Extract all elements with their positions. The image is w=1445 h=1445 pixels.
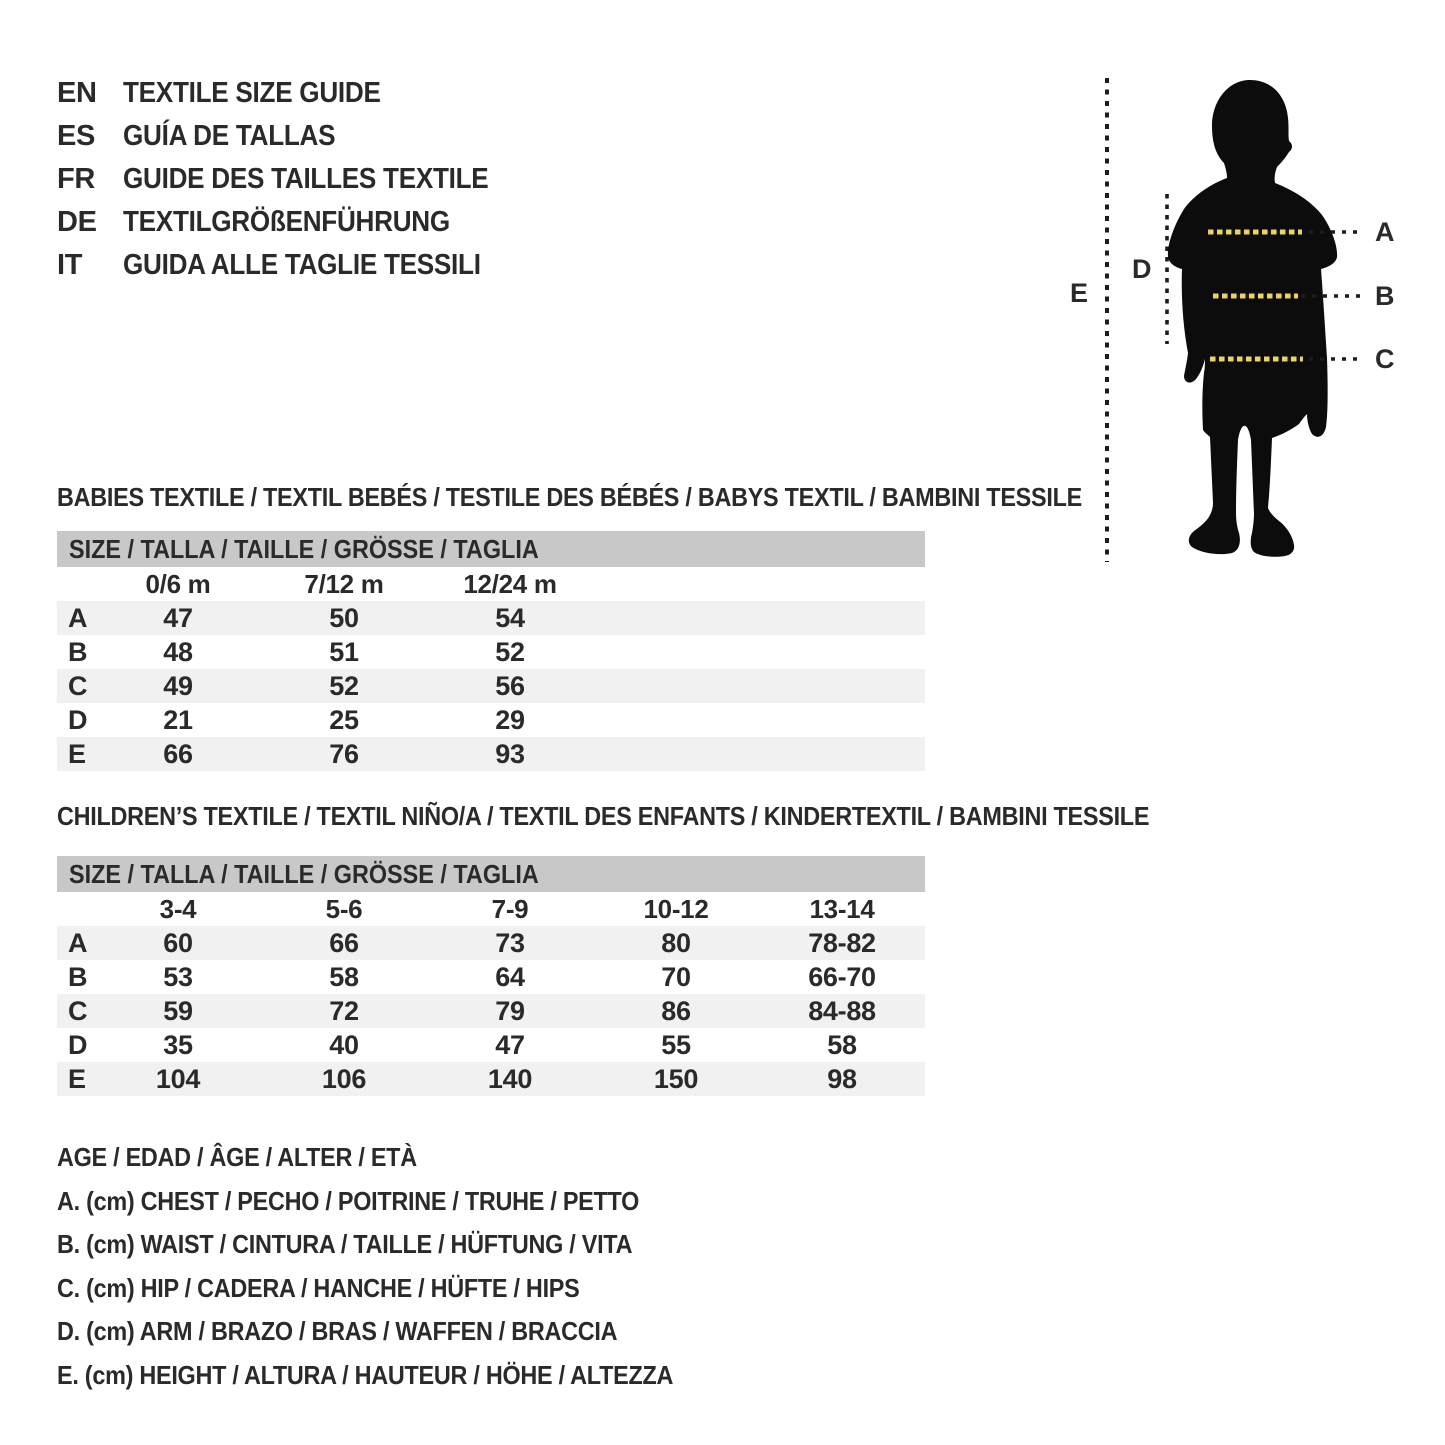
table-cell: 50 — [329, 602, 359, 633]
legend-line — [57, 1223, 742, 1267]
legend-line-text: E. (cm) HEIGHT / ALTURA / HAUTEUR / HÖHE / ALTEZZA — [57, 1359, 674, 1390]
table-cell: 25 — [329, 704, 359, 735]
column-header: 3-4 — [159, 893, 197, 924]
row-label: A — [68, 602, 88, 633]
language-title-text: TEXTILGRÖßENFÜHRUNG — [123, 206, 450, 238]
legend-line — [57, 1180, 742, 1224]
table-cell: 79 — [495, 995, 525, 1026]
table-cell: 52 — [329, 670, 359, 701]
table-cell: 56 — [495, 670, 525, 701]
language-title-row — [57, 244, 529, 287]
legend-line — [57, 1310, 742, 1354]
table-cell: 53 — [163, 961, 193, 992]
babies-size-table — [57, 531, 925, 771]
language-title-text: GUIDE DES TAILLES TEXTILE — [123, 163, 489, 195]
table-cell: 29 — [495, 704, 525, 735]
table-rows — [57, 601, 925, 771]
table-cell: 104 — [155, 1063, 201, 1094]
table-cell: 35 — [163, 1029, 193, 1060]
size-header-label: SIZE / TALLA / TAILLE / GRÖSSE / TAGLIA — [69, 533, 539, 564]
table-cell: 78-82 — [808, 927, 876, 958]
table-row — [57, 669, 925, 703]
language-title — [123, 249, 520, 282]
table-row — [57, 1062, 925, 1096]
size-header-label: SIZE / TALLA / TAILLE / GRÖSSE / TAGLIA — [69, 858, 539, 889]
legend-line-text: A. (cm) CHEST / PECHO / POITRINE / TRUHE / PETTO — [57, 1185, 640, 1216]
column-headers-row — [57, 567, 925, 601]
measure-legend — [57, 1136, 742, 1397]
children-section-title: CHILDREN’S TEXTILE / TEXTIL NIÑO/A / TEXTIL DES ENFANTS / KINDERTEXTIL / BAMBINI TESSILE — [57, 800, 1150, 831]
table-cell: 93 — [495, 738, 525, 769]
figure-label-B: B — [1375, 281, 1395, 311]
language-title — [123, 206, 486, 239]
table-cell: 51 — [329, 636, 359, 667]
column-header: 13-14 — [809, 893, 875, 924]
table-cell: 54 — [495, 602, 525, 633]
table-cell: 60 — [163, 927, 193, 958]
babies-section-title: BABIES TEXTILE / TEXTIL BEBÉS / TESTILE DES BÉBÉS / BABYS TEXTIL / BAMBINI TESSILE — [57, 481, 1082, 512]
row-label: D — [68, 704, 88, 735]
table-cell: 52 — [495, 636, 525, 667]
table-rows — [57, 926, 925, 1096]
figure-label-D: D — [1132, 254, 1152, 284]
table-cell: 84-88 — [808, 995, 876, 1026]
language-title — [123, 77, 409, 110]
column-headers-row — [57, 892, 925, 926]
table-cell: 140 — [487, 1063, 533, 1094]
language-title — [123, 163, 529, 196]
table-cell: 80 — [661, 927, 691, 958]
table-cell: 48 — [163, 636, 193, 667]
children-size-table — [57, 856, 925, 1096]
legend-line — [57, 1354, 742, 1398]
language-title-row — [57, 201, 529, 244]
table-row — [57, 960, 925, 994]
legend-line-text: D. (cm) ARM / BRAZO / BRAS / WAFFEN / BRACCIA — [57, 1316, 618, 1347]
language-title-text: GUÍA DE TALLAS — [123, 120, 336, 152]
table-cell: 66-70 — [808, 961, 876, 992]
table-cell: 47 — [495, 1029, 525, 1060]
size-header-bar — [57, 531, 925, 567]
language-title-text: TEXTILE SIZE GUIDE — [123, 77, 381, 109]
table-row — [57, 994, 925, 1028]
table-cell: 58 — [329, 961, 359, 992]
column-header: 5-6 — [325, 893, 363, 924]
table-cell: 86 — [661, 995, 691, 1026]
figure-label-E: E — [1070, 278, 1089, 308]
row-label: D — [68, 1029, 88, 1060]
table-cell: 59 — [163, 995, 193, 1026]
table-row — [57, 601, 925, 635]
table-cell: 55 — [661, 1029, 691, 1060]
language-title — [123, 120, 359, 153]
row-label: C — [68, 670, 88, 701]
row-label: B — [68, 636, 88, 667]
column-header: 12/24 m — [463, 568, 557, 599]
language-code: FR — [57, 163, 96, 195]
table-cell: 64 — [495, 961, 525, 992]
legend-line-text: AGE / EDAD / ÂGE / ALTER / ETÀ — [57, 1142, 417, 1173]
language-code: ES — [57, 120, 96, 152]
figure-label-C: C — [1375, 344, 1395, 374]
table-cell: 150 — [653, 1063, 699, 1094]
legend-line-text: B. (cm) WAIST / CINTURA / TAILLE / HÜFTUNG / VITA — [57, 1229, 633, 1260]
language-title-row — [57, 115, 529, 158]
table-cell: 58 — [827, 1029, 857, 1060]
table-cell: 72 — [329, 995, 359, 1026]
table-cell: 106 — [321, 1063, 367, 1094]
language-title-row — [57, 72, 529, 115]
size-header-bar — [57, 856, 925, 892]
row-label: A — [68, 927, 88, 958]
table-cell: 66 — [163, 738, 193, 769]
table-row — [57, 926, 925, 960]
table-row — [57, 737, 925, 771]
legend-line — [57, 1267, 742, 1311]
language-title-list — [57, 72, 529, 287]
table-cell: 70 — [661, 961, 691, 992]
language-code: DE — [57, 206, 97, 238]
table-cell: 47 — [163, 602, 193, 633]
language-code: EN — [57, 77, 97, 109]
column-header: 0/6 m — [145, 568, 211, 599]
legend-line-text: C. (cm) HIP / CADERA / HANCHE / HÜFTE / HIPS — [57, 1272, 580, 1303]
row-label: B — [68, 961, 88, 992]
column-header: 7/12 m — [304, 568, 384, 599]
legend-line — [57, 1136, 742, 1180]
row-label: C — [68, 995, 88, 1026]
table-cell: 98 — [827, 1063, 857, 1094]
table-row — [57, 1028, 925, 1062]
table-cell: 76 — [329, 738, 359, 769]
row-label: E — [68, 1063, 87, 1094]
table-cell: 40 — [329, 1029, 359, 1060]
column-header: 10-12 — [643, 893, 709, 924]
row-label: E — [68, 738, 87, 769]
table-cell: 73 — [495, 927, 525, 958]
table-row — [57, 635, 925, 669]
language-title-text: GUIDA ALLE TAGLIE TESSILI — [123, 249, 481, 281]
table-row — [57, 703, 925, 737]
column-header: 7-9 — [491, 893, 529, 924]
figure-label-A: A — [1375, 217, 1395, 247]
language-title-row — [57, 158, 529, 201]
language-code: IT — [57, 249, 83, 281]
table-cell: 66 — [329, 927, 359, 958]
table-cell: 49 — [163, 670, 193, 701]
table-cell: 21 — [163, 704, 193, 735]
